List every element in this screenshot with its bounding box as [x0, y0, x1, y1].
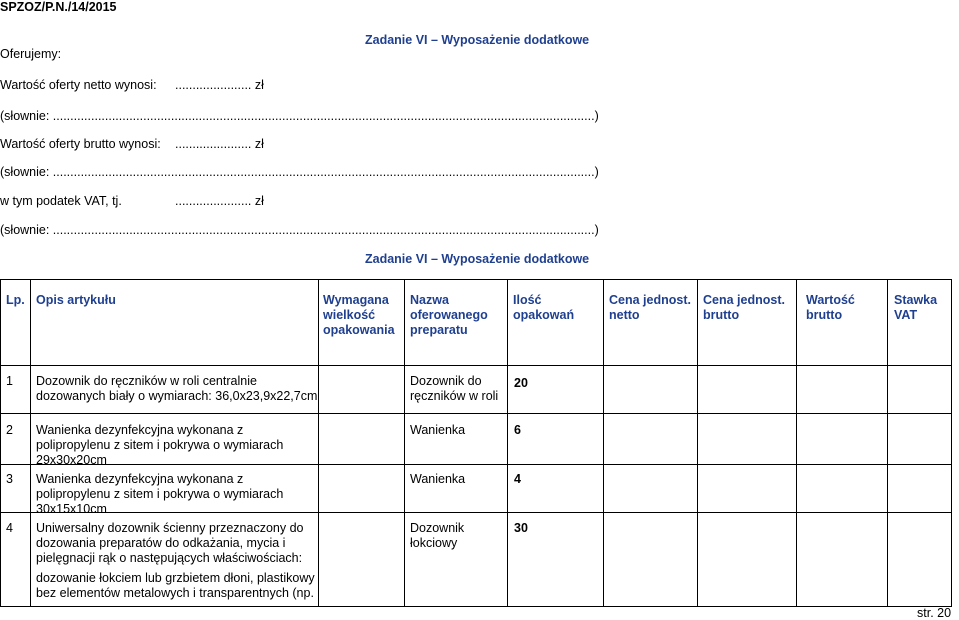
row-4-description-continued: dozowanie łokciem lub grzbietem dłoni, plastikowy bez elementów metalowych i transparentnych (np. [36, 571, 315, 600]
header-product-name: Nazwa oferowanego preparatu [410, 293, 488, 337]
row-1-quantity: 20 [514, 376, 528, 390]
col-border-6 [697, 279, 698, 607]
document-reference: SPZOZ/P.N./14/2015 [0, 0, 117, 14]
header-unit-price-net: Cena jednost. netto [609, 293, 691, 322]
row-1-description: Dozownik do ręczników w roli centralnie dozowanych biały o wymiarach: 36,0x23,9x22,7cm [36, 374, 318, 403]
header-vat-rate: Stawka VAT [894, 293, 938, 322]
net-value-label: Wartość oferty netto wynosi: [0, 78, 157, 92]
row-4-lp: 4 [6, 521, 13, 535]
col-border-9 [951, 279, 952, 607]
row-2-quantity: 6 [514, 423, 521, 437]
col-border-8 [887, 279, 888, 607]
col-border-5 [603, 279, 604, 607]
row-1-product-name[interactable]: Dozownik do ręczników w roli [410, 374, 499, 403]
col-border-7 [796, 279, 797, 607]
row-1-lp: 1 [6, 374, 13, 388]
col-border-2 [318, 279, 319, 607]
header-quantity: Ilość opakowań [513, 293, 575, 322]
row-3-description: Wanienka dezynfekcyjna wykonana z polipropylenu z sitem i pokrywa o wymiarach 30x15x10cm [36, 472, 284, 516]
offer-label: Oferujemy: [0, 47, 62, 61]
gross-value-label: Wartość oferty brutto wynosi: [0, 137, 161, 151]
header-unit-price-gross: Cena jednost. brutto [703, 293, 785, 322]
section-title: Zadanie VI – Wyposażenie dodatkowe [365, 33, 590, 47]
gross-value-field[interactable]: ...................... zł [175, 137, 264, 151]
row-4-product-name[interactable]: Dozownik łokciowy [410, 521, 465, 550]
header-value-gross: Wartość brutto [806, 293, 855, 322]
page-number: str. 20 [917, 606, 952, 620]
net-value-field[interactable]: ...................... zł [175, 78, 264, 92]
table-header-border [0, 365, 952, 366]
vat-label: w tym podatek VAT, tj. [0, 194, 122, 208]
header-lp: Lp. [6, 293, 25, 307]
table-bottom-border [0, 606, 952, 607]
net-words-field[interactable]: (słownie: ............................................................................................................................................................) [0, 109, 599, 123]
header-package-size: Wymagana wielkość opakowania [323, 293, 395, 337]
row-3-lp: 3 [6, 472, 13, 486]
col-border-1 [30, 279, 31, 607]
col-border-4 [507, 279, 508, 607]
row-4-description: Uniwersalny dozownik ścienny przeznaczony do dozowania preparatów do odkażania, mycia i pielęgnacji rąk o następujących właściwościach: [36, 521, 304, 565]
row-3-quantity: 4 [514, 472, 521, 486]
row-2-description: Wanienka dezynfekcyjna wykonana z polipropylenu z sitem i pokrywa o wymiarach 29x30x20cm [36, 423, 284, 467]
table-top-border [0, 279, 952, 280]
vat-value-field[interactable]: ...................... zł [175, 194, 264, 208]
row-2-product-name[interactable]: Wanienka [410, 423, 466, 437]
vat-words-field[interactable]: (słownie: ............................................................................................................................................................) [0, 223, 599, 237]
header-description: Opis artykułu [36, 293, 116, 307]
row-3-product-name[interactable]: Wanienka [410, 472, 466, 486]
col-border-3 [404, 279, 405, 607]
table-title: Zadanie VI – Wyposażenie dodatkowe [365, 252, 590, 266]
col-border-0 [0, 279, 1, 607]
gross-words-field[interactable]: (słownie: ............................................................................................................................................................) [0, 165, 599, 179]
row-1-border [0, 413, 952, 414]
row-4-quantity: 30 [514, 521, 528, 535]
row-2-lp: 2 [6, 423, 13, 437]
